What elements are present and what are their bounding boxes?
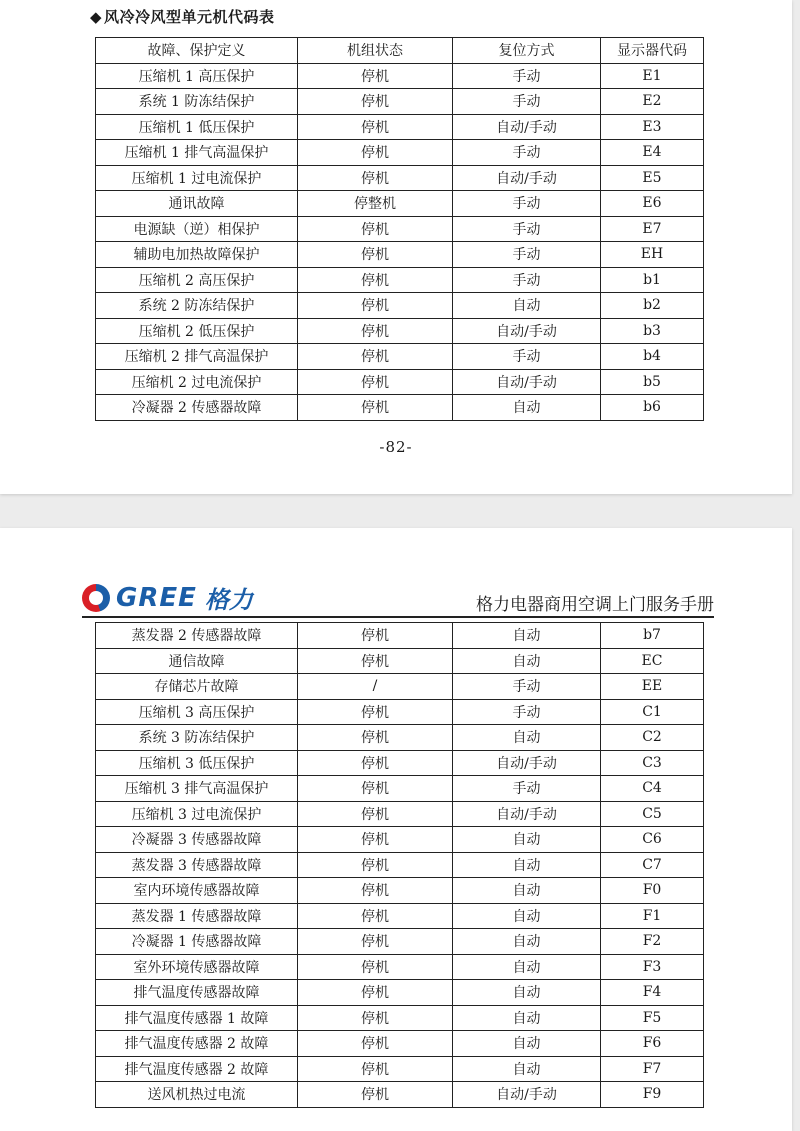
column-header-definition: 故障、保护定义 bbox=[96, 38, 298, 64]
reset-mode-cell: 自动 bbox=[453, 929, 601, 955]
fault-definition-cell: 蒸发器 1 传感器故障 bbox=[96, 903, 298, 929]
fault-definition-cell: 蒸发器 3 传感器故障 bbox=[96, 852, 298, 878]
table-row bbox=[96, 750, 704, 776]
unit-status-cell: / bbox=[298, 674, 453, 700]
fault-definition-cell: 冷凝器 2 传感器故障 bbox=[96, 395, 298, 421]
unit-status-cell: 停机 bbox=[298, 1082, 453, 1108]
unit-status-cell: 停机 bbox=[298, 165, 453, 191]
page-number: -82- bbox=[379, 438, 413, 456]
reset-mode-cell: 自动 bbox=[453, 903, 601, 929]
table-row bbox=[96, 623, 704, 649]
table-row bbox=[96, 191, 704, 217]
display-code-cell: E3 bbox=[601, 114, 704, 140]
unit-status-cell: 停机 bbox=[298, 929, 453, 955]
reset-mode-cell: 自动 bbox=[453, 623, 601, 649]
unit-status-cell: 停机 bbox=[298, 725, 453, 751]
table-row bbox=[96, 801, 704, 827]
unit-status-cell: 停机 bbox=[298, 878, 453, 904]
table-row bbox=[96, 929, 704, 955]
display-code-cell: E7 bbox=[601, 216, 704, 242]
display-code-cell: F7 bbox=[601, 1056, 704, 1082]
display-code-cell: EE bbox=[601, 674, 704, 700]
fault-definition-cell: 排气温度传感器 2 故障 bbox=[96, 1056, 298, 1082]
reset-mode-cell: 手动 bbox=[453, 191, 601, 217]
display-code-cell: E4 bbox=[601, 140, 704, 166]
reset-mode-cell: 自动/手动 bbox=[453, 165, 601, 191]
table-row bbox=[96, 648, 704, 674]
table-row bbox=[96, 674, 704, 700]
reset-mode-cell: 自动 bbox=[453, 852, 601, 878]
reset-mode-cell: 自动 bbox=[453, 725, 601, 751]
fault-definition-cell: 系统 2 防冻结保护 bbox=[96, 293, 298, 319]
table-row bbox=[96, 776, 704, 802]
table-row bbox=[96, 267, 704, 293]
fault-definition-cell: 压缩机 3 过电流保护 bbox=[96, 801, 298, 827]
reset-mode-cell: 手动 bbox=[453, 674, 601, 700]
reset-mode-cell: 自动 bbox=[453, 878, 601, 904]
display-code-cell: E1 bbox=[601, 63, 704, 89]
unit-status-cell: 停机 bbox=[298, 1056, 453, 1082]
table-row bbox=[96, 852, 704, 878]
display-code-cell: C7 bbox=[601, 852, 704, 878]
fault-definition-cell: 系统 1 防冻结保护 bbox=[96, 89, 298, 115]
table-row bbox=[96, 369, 704, 395]
reset-mode-cell: 自动/手动 bbox=[453, 750, 601, 776]
fault-definition-cell: 压缩机 2 高压保护 bbox=[96, 267, 298, 293]
unit-status-cell: 停机 bbox=[298, 140, 453, 166]
display-code-cell: F9 bbox=[601, 1082, 704, 1108]
fault-definition-cell: 压缩机 1 过电流保护 bbox=[96, 165, 298, 191]
display-code-cell: C2 bbox=[601, 725, 704, 751]
table-header-row bbox=[96, 38, 704, 64]
reset-mode-cell: 自动/手动 bbox=[453, 114, 601, 140]
fault-definition-cell: 电源缺（逆）相保护 bbox=[96, 216, 298, 242]
reset-mode-cell: 自动/手动 bbox=[453, 801, 601, 827]
reset-mode-cell: 自动/手动 bbox=[453, 318, 601, 344]
fault-definition-cell: 压缩机 2 过电流保护 bbox=[96, 369, 298, 395]
unit-status-cell: 停机 bbox=[298, 954, 453, 980]
table-row bbox=[96, 216, 704, 242]
table-row bbox=[96, 1082, 704, 1108]
display-code-cell: E2 bbox=[601, 89, 704, 115]
table-row bbox=[96, 89, 704, 115]
unit-status-cell: 停机 bbox=[298, 623, 453, 649]
gree-logo bbox=[82, 580, 253, 615]
fault-definition-cell: 压缩机 2 排气高温保护 bbox=[96, 344, 298, 370]
fault-definition-cell: 存储芯片故障 bbox=[96, 674, 298, 700]
unit-status-cell: 停机 bbox=[298, 801, 453, 827]
display-code-cell: F0 bbox=[601, 878, 704, 904]
logo-chinese-text: 格力 bbox=[204, 585, 253, 614]
display-code-cell: b3 bbox=[601, 318, 704, 344]
display-code-cell: C3 bbox=[601, 750, 704, 776]
display-code-cell: b2 bbox=[601, 293, 704, 319]
display-code-cell: b5 bbox=[601, 369, 704, 395]
reset-mode-cell: 自动 bbox=[453, 648, 601, 674]
reset-mode-cell: 自动/手动 bbox=[453, 1082, 601, 1108]
table-row bbox=[96, 1056, 704, 1082]
table-row bbox=[96, 1031, 704, 1057]
table-row bbox=[96, 903, 704, 929]
header-divider bbox=[82, 616, 714, 618]
unit-status-cell: 停机 bbox=[298, 267, 453, 293]
reset-mode-cell: 自动 bbox=[453, 827, 601, 853]
reset-mode-cell: 自动 bbox=[453, 980, 601, 1006]
table-row bbox=[96, 165, 704, 191]
fault-definition-cell: 送风机热过电流 bbox=[96, 1082, 298, 1108]
logo-text: GREE bbox=[116, 582, 197, 613]
fault-definition-cell: 压缩机 1 排气高温保护 bbox=[96, 140, 298, 166]
unit-status-cell: 停机 bbox=[298, 63, 453, 89]
display-code-cell: F2 bbox=[601, 929, 704, 955]
unit-status-cell: 停机 bbox=[298, 852, 453, 878]
display-code-cell: C6 bbox=[601, 827, 704, 853]
table-row bbox=[96, 318, 704, 344]
fault-definition-cell: 系统 3 防冻结保护 bbox=[96, 725, 298, 751]
reset-mode-cell: 手动 bbox=[453, 89, 601, 115]
table-row bbox=[96, 954, 704, 980]
display-code-cell: E6 bbox=[601, 191, 704, 217]
unit-status-cell: 停机 bbox=[298, 89, 453, 115]
fault-definition-cell: 排气温度传感器 2 故障 bbox=[96, 1031, 298, 1057]
table-row bbox=[96, 114, 704, 140]
display-code-cell: EC bbox=[601, 648, 704, 674]
unit-status-cell: 停机 bbox=[298, 980, 453, 1006]
unit-status-cell: 停机 bbox=[298, 750, 453, 776]
gree-logo-mark-icon bbox=[82, 584, 110, 612]
reset-mode-cell: 自动 bbox=[453, 293, 601, 319]
reset-mode-cell: 手动 bbox=[453, 63, 601, 89]
reset-mode-cell: 手动 bbox=[453, 344, 601, 370]
display-code-cell: F6 bbox=[601, 1031, 704, 1057]
document-page-82 bbox=[0, 0, 792, 494]
unit-status-cell: 停整机 bbox=[298, 191, 453, 217]
table-row bbox=[96, 344, 704, 370]
unit-status-cell: 停机 bbox=[298, 648, 453, 674]
reset-mode-cell: 自动 bbox=[453, 1005, 601, 1031]
fault-definition-cell: 压缩机 1 高压保护 bbox=[96, 63, 298, 89]
fault-definition-cell: 冷凝器 3 传感器故障 bbox=[96, 827, 298, 853]
fault-definition-cell: 室内环境传感器故障 bbox=[96, 878, 298, 904]
table-row bbox=[96, 63, 704, 89]
section-title-text: 风冷冷风型单元机代码表 bbox=[104, 8, 275, 26]
reset-mode-cell: 自动/手动 bbox=[453, 369, 601, 395]
fault-definition-cell: 蒸发器 2 传感器故障 bbox=[96, 623, 298, 649]
fault-definition-cell: 冷凝器 1 传感器故障 bbox=[96, 929, 298, 955]
unit-status-cell: 停机 bbox=[298, 242, 453, 268]
fault-definition-cell: 排气温度传感器 1 故障 bbox=[96, 1005, 298, 1031]
table-row bbox=[96, 878, 704, 904]
fault-definition-cell: 压缩机 1 低压保护 bbox=[96, 114, 298, 140]
reset-mode-cell: 自动 bbox=[453, 395, 601, 421]
reset-mode-cell: 手动 bbox=[453, 242, 601, 268]
table-row bbox=[96, 140, 704, 166]
display-code-cell: C4 bbox=[601, 776, 704, 802]
document-page-83 bbox=[0, 528, 792, 1131]
table-row bbox=[96, 395, 704, 421]
display-code-cell: C5 bbox=[601, 801, 704, 827]
fault-definition-cell: 辅助电加热故障保护 bbox=[96, 242, 298, 268]
fault-definition-cell: 压缩机 2 低压保护 bbox=[96, 318, 298, 344]
column-header-reset-mode: 复位方式 bbox=[453, 38, 601, 64]
unit-status-cell: 停机 bbox=[298, 344, 453, 370]
table-row bbox=[96, 242, 704, 268]
unit-status-cell: 停机 bbox=[298, 216, 453, 242]
display-code-cell: F3 bbox=[601, 954, 704, 980]
fault-definition-cell: 排气温度传感器故障 bbox=[96, 980, 298, 1006]
table-row bbox=[96, 827, 704, 853]
fault-definition-cell: 压缩机 3 低压保护 bbox=[96, 750, 298, 776]
reset-mode-cell: 手动 bbox=[453, 216, 601, 242]
unit-status-cell: 停机 bbox=[298, 395, 453, 421]
page-header-title: 格力电器商用空调上门服务手册 bbox=[476, 595, 714, 615]
display-code-cell: b1 bbox=[601, 267, 704, 293]
reset-mode-cell: 手动 bbox=[453, 140, 601, 166]
column-header-display-code: 显示器代码 bbox=[601, 38, 704, 64]
unit-status-cell: 停机 bbox=[298, 293, 453, 319]
fault-definition-cell: 压缩机 3 排气高温保护 bbox=[96, 776, 298, 802]
unit-status-cell: 停机 bbox=[298, 827, 453, 853]
unit-status-cell: 停机 bbox=[298, 1005, 453, 1031]
fault-definition-cell: 通讯故障 bbox=[96, 191, 298, 217]
table-row bbox=[96, 699, 704, 725]
display-code-cell: E5 bbox=[601, 165, 704, 191]
section-title bbox=[90, 6, 275, 27]
fault-code-table-part-2 bbox=[95, 622, 704, 1108]
table-row bbox=[96, 293, 704, 319]
fault-code-table-part-1 bbox=[95, 37, 704, 421]
unit-status-cell: 停机 bbox=[298, 776, 453, 802]
table-row bbox=[96, 980, 704, 1006]
reset-mode-cell: 手动 bbox=[453, 267, 601, 293]
display-code-cell: EH bbox=[601, 242, 704, 268]
column-header-unit-status: 机组状态 bbox=[298, 38, 453, 64]
unit-status-cell: 停机 bbox=[298, 369, 453, 395]
unit-status-cell: 停机 bbox=[298, 699, 453, 725]
fault-definition-cell: 压缩机 3 高压保护 bbox=[96, 699, 298, 725]
display-code-cell: b7 bbox=[601, 623, 704, 649]
display-code-cell: F5 bbox=[601, 1005, 704, 1031]
reset-mode-cell: 手动 bbox=[453, 699, 601, 725]
reset-mode-cell: 自动 bbox=[453, 954, 601, 980]
display-code-cell: F4 bbox=[601, 980, 704, 1006]
diamond-bullet-icon: ◆ bbox=[90, 8, 103, 26]
reset-mode-cell: 自动 bbox=[453, 1056, 601, 1082]
display-code-cell: F1 bbox=[601, 903, 704, 929]
unit-status-cell: 停机 bbox=[298, 1031, 453, 1057]
fault-definition-cell: 室外环境传感器故障 bbox=[96, 954, 298, 980]
unit-status-cell: 停机 bbox=[298, 318, 453, 344]
reset-mode-cell: 手动 bbox=[453, 776, 601, 802]
fault-definition-cell: 通信故障 bbox=[96, 648, 298, 674]
display-code-cell: C1 bbox=[601, 699, 704, 725]
unit-status-cell: 停机 bbox=[298, 903, 453, 929]
display-code-cell: b6 bbox=[601, 395, 704, 421]
table-row bbox=[96, 725, 704, 751]
display-code-cell: b4 bbox=[601, 344, 704, 370]
reset-mode-cell: 自动 bbox=[453, 1031, 601, 1057]
table-row bbox=[96, 1005, 704, 1031]
unit-status-cell: 停机 bbox=[298, 114, 453, 140]
